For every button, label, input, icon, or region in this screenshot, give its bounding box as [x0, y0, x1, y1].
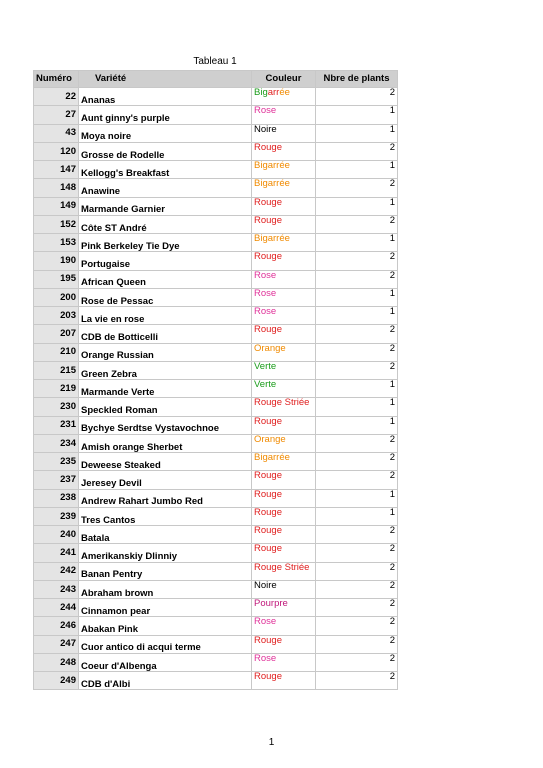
row-number: 149	[34, 197, 79, 215]
row-plants: 2	[316, 471, 398, 489]
table-row	[34, 197, 398, 215]
row-color: Rose	[252, 653, 316, 671]
row-color: Rouge	[252, 526, 316, 544]
row-plants: 1	[316, 197, 398, 215]
row-variety: Pink Berkeley Tie Dye	[79, 234, 252, 252]
row-color: Rouge	[252, 507, 316, 525]
row-variety: Amish orange Sherbet	[79, 434, 252, 452]
table-row	[34, 416, 398, 434]
row-variety: Ananas	[79, 88, 252, 106]
row-variety: Green Zebra	[79, 361, 252, 379]
row-color: Rouge	[252, 489, 316, 507]
row-plants: 1	[316, 507, 398, 525]
row-plants: 1	[316, 124, 398, 142]
row-variety: Amerikanskiy Dlinniy	[79, 544, 252, 562]
row-variety: La vie en rose	[79, 307, 252, 325]
row-plants: 2	[316, 215, 398, 233]
row-plants: 2	[316, 599, 398, 617]
row-variety: Marmande Garnier	[79, 197, 252, 215]
row-plants: 1	[316, 234, 398, 252]
row-color: Rouge Striée	[252, 562, 316, 580]
row-number: 242	[34, 562, 79, 580]
page-number: 1	[268, 737, 275, 748]
row-plants: 2	[316, 580, 398, 598]
row-number: 235	[34, 453, 79, 471]
header-couleur: Couleur	[252, 71, 316, 88]
row-number: 244	[34, 599, 79, 617]
row-variety: Banan Pentry	[79, 562, 252, 580]
row-number: 247	[34, 635, 79, 653]
table-row	[34, 142, 398, 160]
header-variete: Variété	[79, 71, 252, 88]
row-number: 240	[34, 526, 79, 544]
row-color: Rouge	[252, 471, 316, 489]
row-variety: Côte ST André	[79, 215, 252, 233]
row-variety: Marmande Verte	[79, 380, 252, 398]
row-number: 207	[34, 325, 79, 343]
row-variety: Abraham brown	[79, 580, 252, 598]
table-row	[34, 106, 398, 124]
row-number: 241	[34, 544, 79, 562]
row-color: Rose	[252, 288, 316, 306]
table-row	[34, 161, 398, 179]
row-number: 27	[34, 106, 79, 124]
row-color: Rouge Striée	[252, 398, 316, 416]
table-row	[34, 544, 398, 562]
table-row	[34, 179, 398, 197]
row-variety: Rose de Pessac	[79, 288, 252, 306]
row-number: 200	[34, 288, 79, 306]
row-number: 215	[34, 361, 79, 379]
row-color: Rouge	[252, 544, 316, 562]
table-row	[34, 270, 398, 288]
header-row	[34, 71, 398, 88]
row-plants: 2	[316, 270, 398, 288]
row-number: 203	[34, 307, 79, 325]
row-plants: 2	[316, 343, 398, 361]
row-plants: 2	[316, 88, 398, 106]
row-number: 210	[34, 343, 79, 361]
row-color: Pourpre	[252, 599, 316, 617]
table-row	[34, 398, 398, 416]
table-row	[34, 325, 398, 343]
row-variety: Grosse de Rodelle	[79, 142, 252, 160]
row-plants: 1	[316, 288, 398, 306]
table-row	[34, 489, 398, 507]
table-row	[34, 252, 398, 270]
table-row	[34, 617, 398, 635]
row-color: Bigarrée	[252, 453, 316, 471]
table-row	[34, 124, 398, 142]
table-row	[34, 580, 398, 598]
table-row	[34, 380, 398, 398]
row-color: Bigarrée	[252, 88, 316, 106]
row-color: Rose	[252, 106, 316, 124]
row-number: 219	[34, 380, 79, 398]
row-variety: Tres Cantos	[79, 507, 252, 525]
table-row	[34, 288, 398, 306]
row-number: 249	[34, 672, 79, 690]
row-plants: 2	[316, 361, 398, 379]
row-color: Rouge	[252, 325, 316, 343]
row-plants: 2	[316, 544, 398, 562]
row-variety: Jeresey Devil	[79, 471, 252, 489]
table-row	[34, 234, 398, 252]
row-color: Rouge	[252, 252, 316, 270]
row-plants: 2	[316, 325, 398, 343]
row-plants: 2	[316, 252, 398, 270]
row-number: 243	[34, 580, 79, 598]
row-number: 231	[34, 416, 79, 434]
row-variety: Portugaise	[79, 252, 252, 270]
row-color: Bigarrée	[252, 234, 316, 252]
row-color: Noire	[252, 124, 316, 142]
varieties-table	[33, 70, 398, 690]
row-plants: 2	[316, 635, 398, 653]
row-color: Rouge	[252, 142, 316, 160]
row-variety: Batala	[79, 526, 252, 544]
table-row	[34, 215, 398, 233]
row-variety: Bychye Serdtse Vystavochnoe	[79, 416, 252, 434]
row-plants: 2	[316, 672, 398, 690]
row-number: 230	[34, 398, 79, 416]
row-number: 237	[34, 471, 79, 489]
row-number: 43	[34, 124, 79, 142]
table-row	[34, 453, 398, 471]
row-plants: 2	[316, 453, 398, 471]
row-number: 22	[34, 88, 79, 106]
row-color: Rouge	[252, 416, 316, 434]
table-row	[34, 507, 398, 525]
row-variety: CDB d'Albi	[79, 672, 252, 690]
table-row	[34, 562, 398, 580]
row-number: 238	[34, 489, 79, 507]
row-plants: 1	[316, 380, 398, 398]
table-row	[34, 599, 398, 617]
table-row	[34, 361, 398, 379]
table-row	[34, 471, 398, 489]
row-variety: African Queen	[79, 270, 252, 288]
row-number: 147	[34, 161, 79, 179]
table-row	[34, 434, 398, 452]
row-variety: Cinnamon pear	[79, 599, 252, 617]
row-color: Orange	[252, 343, 316, 361]
row-plants: 2	[316, 142, 398, 160]
row-plants: 2	[316, 653, 398, 671]
table-caption: Tableau 1	[193, 56, 237, 67]
table-row	[34, 343, 398, 361]
row-color: Rose	[252, 270, 316, 288]
row-plants: 1	[316, 106, 398, 124]
row-plants: 1	[316, 161, 398, 179]
row-variety: Deweese Steaked	[79, 453, 252, 471]
row-color: Rose	[252, 617, 316, 635]
row-plants: 1	[316, 489, 398, 507]
row-color: Rouge	[252, 197, 316, 215]
row-number: 234	[34, 434, 79, 452]
table-row	[34, 672, 398, 690]
table-row	[34, 307, 398, 325]
row-number: 239	[34, 507, 79, 525]
row-color: Verte	[252, 380, 316, 398]
row-color: Bigarrée	[252, 179, 316, 197]
row-plants: 2	[316, 617, 398, 635]
row-variety: Aunt ginny's purple	[79, 106, 252, 124]
row-color: Rouge	[252, 215, 316, 233]
row-color: Noire	[252, 580, 316, 598]
row-variety: Kellogg's Breakfast	[79, 161, 252, 179]
row-color: Rose	[252, 307, 316, 325]
row-variety: Abakan Pink	[79, 617, 252, 635]
table-body	[34, 88, 398, 690]
row-variety: Speckled Roman	[79, 398, 252, 416]
row-plants: 2	[316, 526, 398, 544]
row-number: 195	[34, 270, 79, 288]
row-number: 246	[34, 617, 79, 635]
row-number: 120	[34, 142, 79, 160]
row-plants: 2	[316, 562, 398, 580]
row-variety: Moya noire	[79, 124, 252, 142]
row-variety: Andrew Rahart Jumbo Red	[79, 489, 252, 507]
table-row	[34, 653, 398, 671]
row-number: 153	[34, 234, 79, 252]
row-color: Bigarrée	[252, 161, 316, 179]
row-plants: 1	[316, 416, 398, 434]
row-plants: 1	[316, 307, 398, 325]
table-row	[34, 526, 398, 544]
row-number: 148	[34, 179, 79, 197]
row-color: Verte	[252, 361, 316, 379]
table-header	[34, 71, 398, 88]
row-variety: Orange Russian	[79, 343, 252, 361]
row-color: Orange	[252, 434, 316, 452]
row-variety: Anawine	[79, 179, 252, 197]
row-number: 152	[34, 215, 79, 233]
row-number: 190	[34, 252, 79, 270]
table-row	[34, 88, 398, 106]
table-row	[34, 635, 398, 653]
header-numero: Numéro	[34, 71, 79, 88]
header-plants: Nbre de plants	[316, 71, 398, 88]
row-plants: 2	[316, 434, 398, 452]
row-plants: 2	[316, 179, 398, 197]
row-variety: Cuor antico di acqui terme	[79, 635, 252, 653]
row-plants: 1	[316, 398, 398, 416]
row-color: Rouge	[252, 635, 316, 653]
row-variety: Coeur d'Albenga	[79, 653, 252, 671]
row-variety: CDB de Botticelli	[79, 325, 252, 343]
row-color: Rouge	[252, 672, 316, 690]
row-number: 248	[34, 653, 79, 671]
